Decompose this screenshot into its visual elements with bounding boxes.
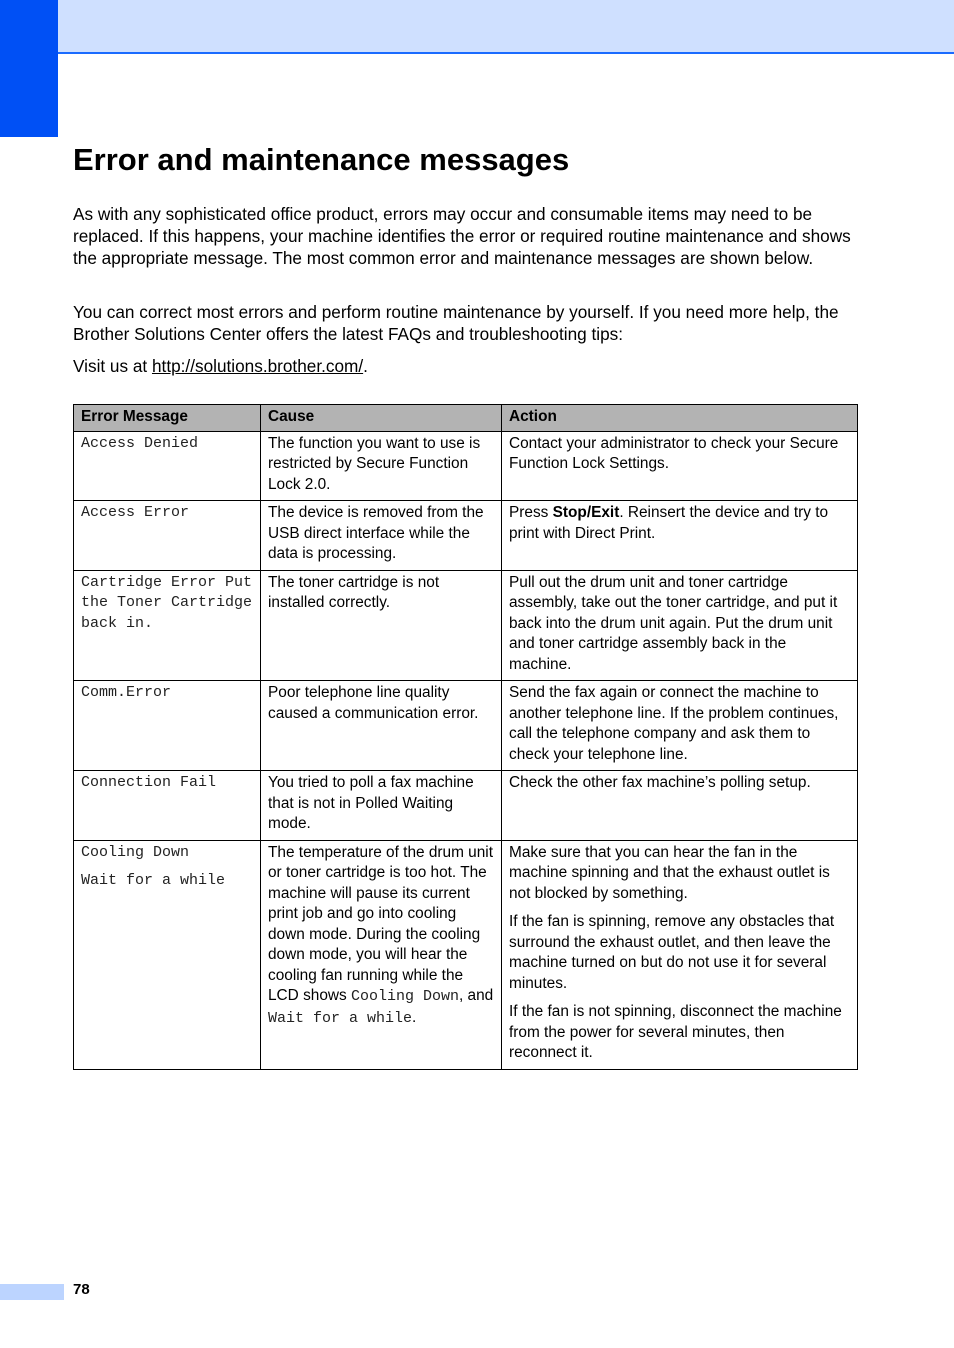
visit-suffix: . [363,356,368,376]
error-message-text: Cartridge Error Put the Toner Cartridge back in. [81,573,253,632]
column-header-action: Action [502,405,858,432]
action-cell: Contact your administrator to check your Secure Function Lock Settings. [502,431,858,501]
visit-prefix: Visit us at [73,356,152,376]
table-row [74,771,858,841]
error-message-text: Connection Fail [81,774,217,791]
error-message-cell [74,431,261,501]
table-header-row [74,405,858,432]
cause-cell: The toner cartridge is not installed correctly. [261,570,502,681]
cause-text: The temperature of the drum unit or toner cartridge is too hot. The machine will pause its current print job and go into cooling down mode. During the cooling down mode, you will hear the cooling fan running while the LCD shows [268,843,493,1004]
intro-paragraph: As with any sophisticated office product, errors may occur and consumable items may need to be replaced. If this happens, your machine identifies the error or required routine maintenance and shows the appropriate message. The most common error and maintenance messages are shown below. [73,204,851,268]
error-message-cell [74,681,261,771]
error-messages-table [73,404,858,1070]
cause-text: , and [459,987,494,1004]
cause-cell [261,840,502,1069]
cause-cell: You tried to poll a fax machine that is not in Polled Waiting mode. [261,771,502,841]
cause-cell: The device is removed from the USB direct interface while the data is processing. [261,501,502,571]
action-text: . Reinsert the device and try to print with Direct Print. [509,504,829,542]
page-title: Error and maintenance messages [73,142,570,177]
column-header-error-message: Error Message [74,405,261,432]
stop-exit-key: Stop/Exit [552,504,620,521]
action-cell: Check the other fax machine’s polling setup. [502,771,858,841]
table-row [74,501,858,571]
action-cell [502,840,858,1069]
action-text: Make sure that you can hear the fan in the machine spinning and that the exhaust outlet is not blocked by something. [509,843,830,902]
action-text: If the fan is spinning, remove any obstacles that surround the exhaust outlet, and then leave the machine turned on but do not use it for several minutes. [509,913,835,992]
help-paragraph: You can correct most errors and perform routine maintenance by yourself. If you need more help, the Brother Solutions Center offers the latest FAQs and troubleshooting tips: [73,302,839,344]
action-cell: Send the fax again or connect the machine to another telephone line. If the problem continues, call the telephone company and ask them to check your telephone line. [502,681,858,771]
error-message-text: Access Denied [81,434,199,452]
page-number: 78 [73,1281,90,1298]
lcd-message-text: Cooling Down [350,988,459,1005]
chapter-tab [0,0,58,137]
page-number-marker [0,1284,64,1300]
error-message-text: Comm.Error [81,684,172,701]
error-message-text: Access Error [81,504,190,521]
lcd-message-text: Wait for a while [268,1009,413,1027]
action-text: If the fan is not spinning, disconnect the machine from the power for several minutes, then reconnect it. [509,1003,842,1061]
cause-text: . [412,1008,417,1026]
error-message-text: Wait for a while [81,872,226,889]
cause-cell: The function you want to use is restricted by Secure Function Lock 2.0. [261,431,502,501]
error-message-cell [74,570,261,681]
action-cell [502,501,858,571]
cause-cell: Poor telephone line quality caused a communication error. [261,681,502,771]
solutions-link[interactable]: http://solutions.brother.com/ [151,356,364,376]
error-message-cell [74,840,261,1069]
header-band [0,0,954,54]
table-row [74,681,858,771]
error-message-cell [74,501,261,571]
column-header-cause: Cause [261,405,502,432]
table-row [74,840,858,1069]
table-row [74,431,858,501]
error-message-cell [74,771,261,841]
visit-paragraph [73,355,863,377]
error-message-text: Cooling Down [81,843,190,861]
table-row [74,570,858,681]
action-text: Press [509,504,553,521]
action-cell: Pull out the drum unit and toner cartridge assembly, take out the toner cartridge, and put it back into the drum unit again. Put the drum unit and toner cartridge assembly back in the machine. [502,570,858,681]
